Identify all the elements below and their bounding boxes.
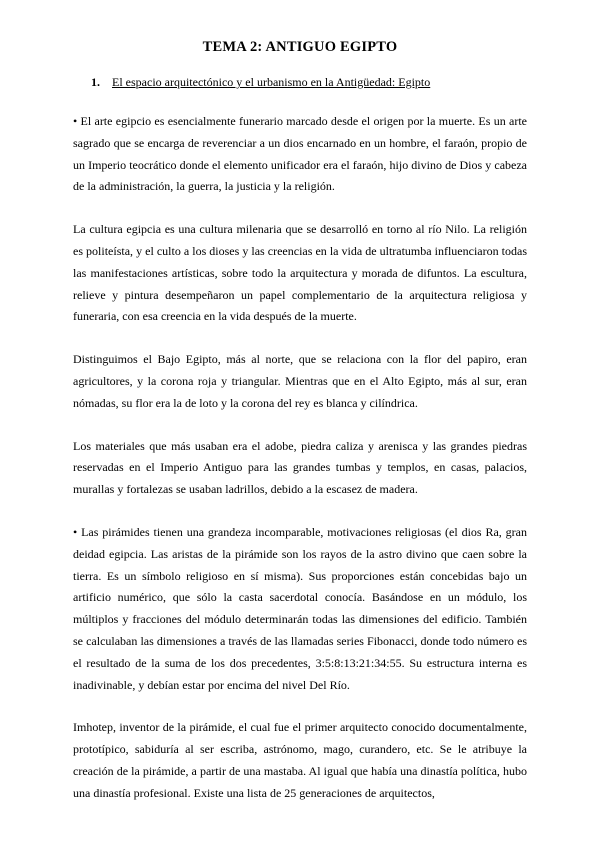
paragraph-imhotep: Imhotep, inventor de la pirámide, el cual fue el primer arquitecto conocido documentalmente, prototípico, sabiduría al ser escriba, astrónomo, mago, curandero, etc. Se le atribuye la creación de la pirámide, a partir de una mastaba. Al igual que había una dinastía política, hubo una dinastía profesional. Existe una lista de 25 generaciones de arquitectos, [73, 720, 527, 800]
paragraph-piramides: • Las pirámides tienen una grandeza incomparable, motivaciones religiosas (el dios Ra, gran deidad egipcia. Las aristas de la pirámide son los rayos de la astro divino que caen sobre la tierra. Es un símbolo religioso en sí misma). Sus proporciones están concebidas bajo un artificio numérico, que sólo la casta sacerdotal conocía. Basándose en un módulo, los múltiplos y fracciones del módulo determinarán todas las dimensiones del edificio. También se calculaban las dimensiones a través de las llamadas series Fibonacci, donde todo número es el resultado de la suma de los dos precedentes, 3:5:8:13:21:34:55. Su estructura interna es inadivinable, y debían estar por encima del nivel Del Río. [73, 524, 527, 692]
paragraph-materiales: Los materiales que más usaban era el adobe, piedra caliza y arenisca y las grandes piedras reservadas en el Imperio Antiguo para las grandes tumbas y templos, en casas, palacios, murallas y fortalezas se usaban ladrillos, debido a la escasez de madera. [73, 438, 527, 497]
section-heading-text: El espacio arquitectónico y el urbanismo en la Antigüedad: Egipto [112, 75, 431, 89]
paragraph-bajo-alto-egipto: Distinguimos el Bajo Egipto, más al norte, que se relaciona con la flor del papiro, eran agricultores, y la corona roja y triangular. Mientras que en el Alto Egipto, más al sur, eran nómadas, su flor era la de loto y la corona del rey es blanca y cilíndrica. [73, 352, 527, 410]
section-heading [91, 74, 527, 90]
section-number: 1. [91, 75, 100, 89]
paragraph-cultura-egipcia: La cultura egipcia es una cultura milenaria que se desarrolló en torno al río Nilo. La religión es politeísta, y el culto a los dioses y las creencias en la vida de ultratumba influenciaron todas las manifestaciones artísticas, sobre todo la arquitectura y morada de difuntos. La escultura, relieve y pintura desempeñaron un papel complementario de la arquitectura religiosa y funeraria, con esa creencia en la vida después de la muerte. [73, 222, 527, 324]
paragraph-arte-funerario: • El arte egipcio es esencialmente funerario marcado desde el origen por la muerte. Es un arte sagrado que se encarga de reverenciar a un dios encarnado en un hombre, el faraón, propio de un Imperio teocrático donde el elemento unificador era el faraón, hijo divino de Dios y cabeza de la administración, la guerra, la justicia y la religión. [73, 114, 527, 194]
page-title: TEMA 2: ANTIGUO EGIPTO [202, 39, 398, 55]
